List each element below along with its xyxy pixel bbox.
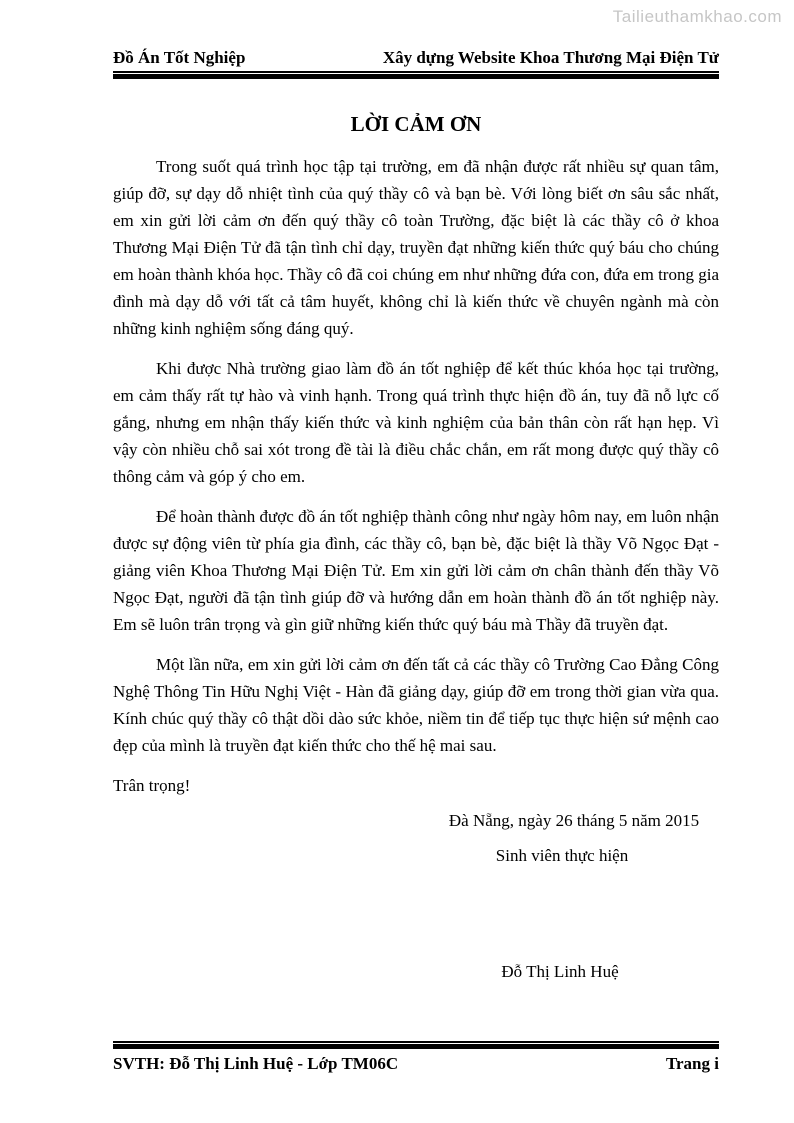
footer-author: SVTH: Đỗ Thị Linh Huệ - Lớp TM06C [113,1054,399,1073]
document-body [113,100,719,985]
paragraph-3: Để hoàn thành được đồ án tốt nghiệp thành công như ngày hôm nay, em luôn nhận được sự động viên từ phía gia đình, các thầy cô, bạn bè, đặc biệt là thầy Võ Ngọc Đạt - giảng viên Khoa Thương Mại Điện Tử. Em xin gửi lời cảm ơn chân thành đến thầy Võ Ngọc Đạt, người đã tận tình giúp đỡ và hướng dẫn em hoàn thành đồ án tốt nghiệp này. Em sẽ luôn trân trọng và gìn giữ những kiến thức quý báu mà Thầy đã truyền đạt. [113,507,719,634]
header-rule [113,71,719,79]
place-date: Đà Nẵng, ngày 26 tháng 5 năm 2015 [448,811,700,830]
header-doc-title: Xây dựng Website Khoa Thương Mại Điện Tử [382,48,719,67]
signer-name: Đỗ Thị Linh Huệ [501,962,619,981]
paragraph-1: Trong suốt quá trình học tập tại trường, em đã nhận được rất nhiều sự quan tâm, giúp đỡ, sự dạy dỗ nhiệt tình của quý thầy cô và bạn bè. Với lòng biết ơn sâu sắc nhất, em xin gửi lời cảm ơn đến quý thầy cô toàn Trường, đặc biệt là các thầy cô ở khoa Thương Mại Điện Tử đã tận tình chỉ dạy, truyền đạt những kiến thức quý báu cho chúng em hoàn thành khóa học. Thầy cô đã coi chúng em như những đứa con, đứa em trong gia đình mà dạy dỗ với tất cả tâm huyết, không chỉ là kiến thức về chuyên ngành mà còn những kinh nghiệm sống đáng quý. [113,157,719,338]
header-doc-type: Đồ Án Tốt Nghiệp [113,48,246,67]
watermark: Tailieuthamkhao.com [612,7,782,26]
footer-row [113,1052,719,1076]
closing-line: Trân trọng! [113,776,191,795]
page-header [113,46,719,79]
signature-block [429,807,719,985]
signer-role: Sinh viên thực hiện [495,846,629,865]
page-footer [113,1041,719,1076]
paragraph-2: Khi được Nhà trường giao làm đồ án tốt nghiệp để kết thúc khóa học tại trường, em cảm thấy rất tự hào và vinh hạnh. Trong quá trình thực hiện đồ án, tuy đã nỗ lực cố gắng, nhưng em nhận thấy kiến thức và kinh nghiệm của bản thân còn rất hạn hẹp. Vì vậy còn nhiều chỗ sai xót trong đề tài là điều chắc chắn, em rất mong được quý thầy cô thông cảm và góp ý cho em. [113,359,719,486]
footer-rule [113,1041,719,1049]
page-title: LỜI CẢM ƠN [350,112,482,136]
footer-page-number: Trang i [665,1054,719,1073]
header-row [113,46,719,70]
paragraph-4: Một lần nữa, em xin gửi lời cảm ơn đến tất cả các thầy cô Trường Cao Đẳng Công Nghệ Thông Tin Hữu Nghị Việt - Hàn đã giảng dạy, giúp đỡ em trong thời gian vừa qua. Kính chúc quý thầy cô thật dồi dào sức khỏe, niềm tin để tiếp tục thực hiện sứ mệnh cao đẹp của mình là truyền đạt kiến thức cho thế hệ mai sau. [113,655,719,755]
